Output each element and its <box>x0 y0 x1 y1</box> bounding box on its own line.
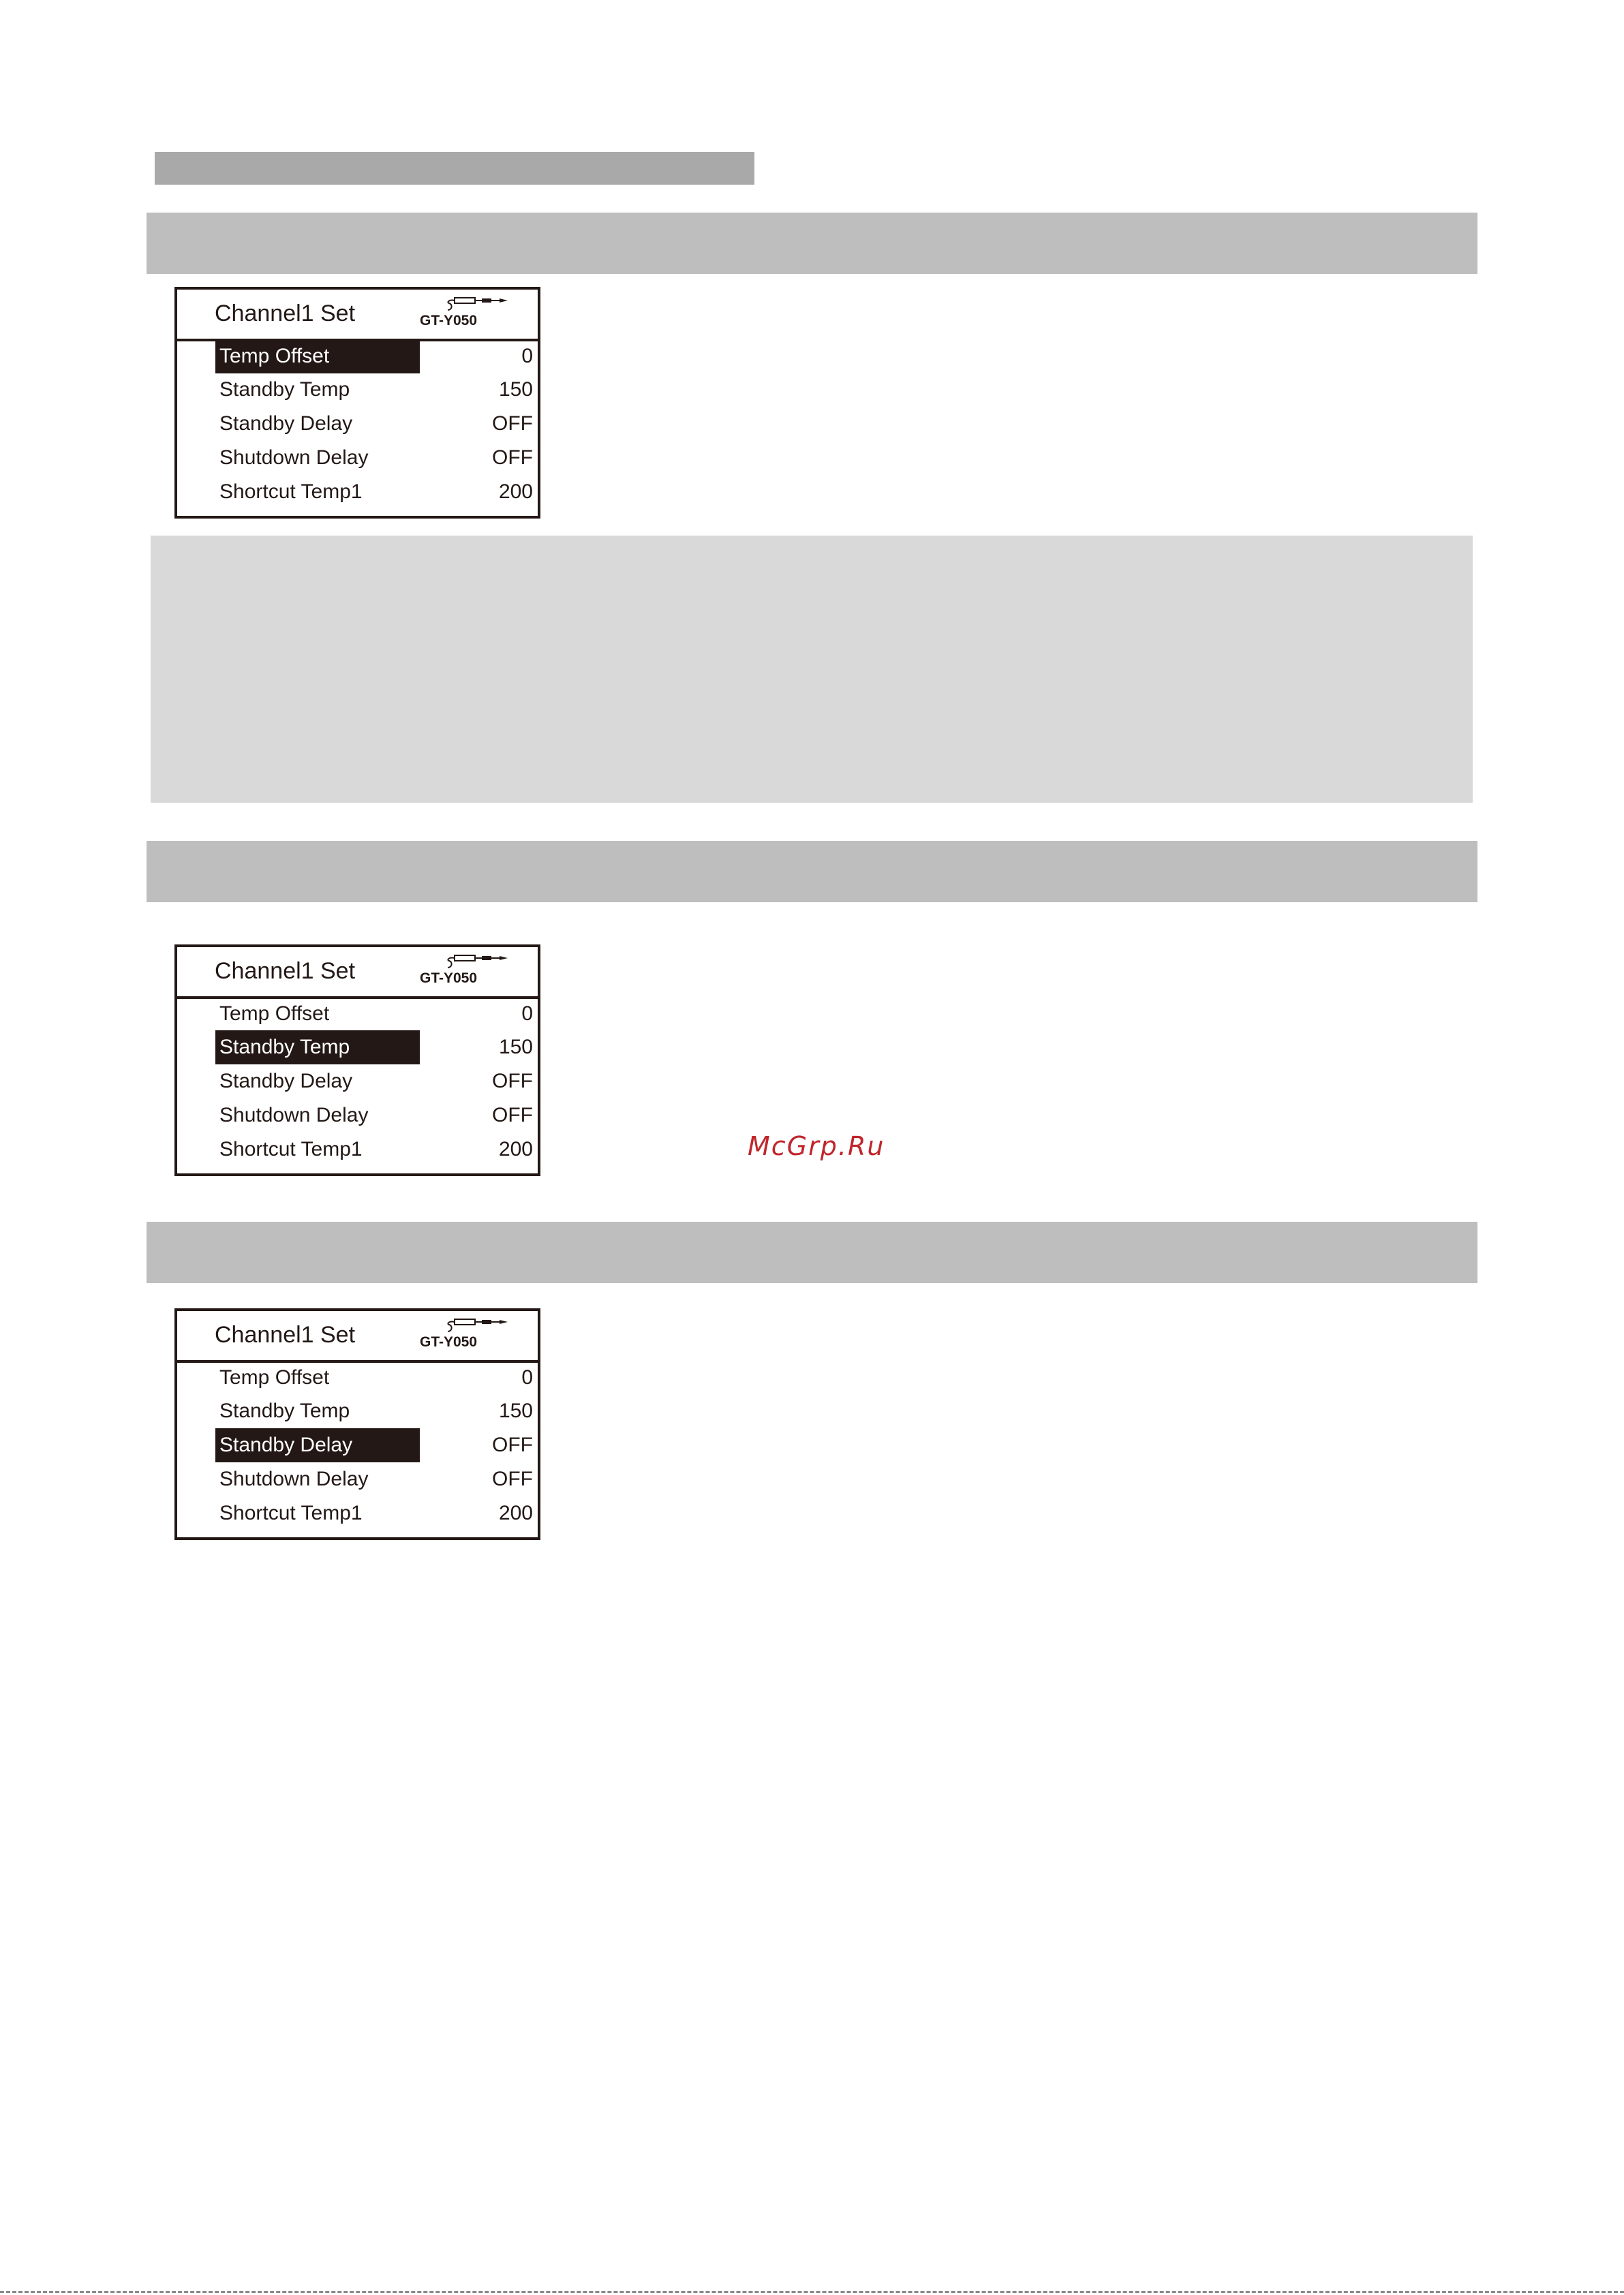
menu-row-value: OFF <box>492 1434 533 1456</box>
lcd-screen-3 <box>174 1308 540 1540</box>
menu-row-label: Standby Delay <box>219 1070 353 1092</box>
menu-row-standby-temp[interactable] <box>215 1394 533 1428</box>
screen-title: Channel1 Set <box>215 958 356 984</box>
menu-row-value: 150 <box>498 378 533 401</box>
menu-row-value: 150 <box>498 1036 533 1058</box>
menu-row-temp-offset[interactable] <box>215 339 533 373</box>
device-model-label: GT-Y050 <box>420 313 478 328</box>
menu-row-value: 150 <box>498 1400 533 1422</box>
page-header-bar <box>155 152 754 185</box>
menu-row-shortcut-temp1[interactable] <box>215 1133 533 1167</box>
menu-row-value: OFF <box>492 446 533 469</box>
soldering-iron-icon <box>446 1316 512 1334</box>
menu-row-value: OFF <box>492 1104 533 1126</box>
section-heading-band-1 <box>147 213 1477 274</box>
menu-row-value: 0 <box>521 1366 533 1389</box>
section-heading-band-3 <box>147 1222 1477 1283</box>
menu-row-value: OFF <box>492 1070 533 1092</box>
menu-row-standby-delay[interactable] <box>215 407 533 441</box>
menu-row-value: OFF <box>492 412 533 435</box>
menu-row-label: Temp Offset <box>219 1366 330 1389</box>
section-heading-band-2 <box>147 841 1477 902</box>
lcd-screen-1 <box>174 287 540 519</box>
menu-row-shortcut-temp1[interactable] <box>215 1496 533 1530</box>
menu-row-label: Standby Delay <box>215 1428 420 1462</box>
menu-row-label: Temp Offset <box>215 339 420 373</box>
screen-title: Channel1 Set <box>215 301 356 326</box>
menu-row-label: Shortcut Temp1 <box>219 1502 363 1524</box>
menu-row-value: 0 <box>521 1002 533 1025</box>
menu-row-standby-temp[interactable] <box>215 373 533 407</box>
menu-row-label: Shutdown Delay <box>219 1104 369 1126</box>
menu-row-label: Standby Temp <box>219 378 350 401</box>
watermark-text: McGrp.Ru <box>748 1131 885 1161</box>
menu-row-standby-delay[interactable] <box>215 1428 533 1462</box>
device-model-label: GT-Y050 <box>420 970 478 986</box>
menu-row-value: OFF <box>492 1468 533 1490</box>
menu-row-shutdown-delay[interactable] <box>215 1098 533 1133</box>
menu-row-value: 200 <box>498 1138 533 1160</box>
note-box <box>151 536 1473 803</box>
menu-row-value: 0 <box>521 345 533 367</box>
screen-header <box>177 290 538 341</box>
menu-row-label: Shortcut Temp1 <box>219 480 363 503</box>
menu-row-shutdown-delay[interactable] <box>215 1462 533 1496</box>
menu-row-value: 200 <box>498 1502 533 1524</box>
menu-row-label: Temp Offset <box>219 1002 330 1025</box>
menu-row-standby-delay[interactable] <box>215 1064 533 1098</box>
device-model-label: GT-Y050 <box>420 1334 478 1350</box>
menu-row-label: Standby Temp <box>215 1030 420 1064</box>
lcd-screen-2 <box>174 944 540 1176</box>
screen-header <box>177 947 538 999</box>
screen-header <box>177 1311 538 1363</box>
menu-row-temp-offset[interactable] <box>215 997 533 1031</box>
menu-row-standby-temp[interactable] <box>215 1030 533 1064</box>
soldering-iron-icon <box>446 295 512 313</box>
menu-row-label: Shutdown Delay <box>219 1468 369 1490</box>
menu-row-label: Standby Delay <box>219 412 353 435</box>
menu-row-label: Shortcut Temp1 <box>219 1138 363 1160</box>
menu-row-label: Shutdown Delay <box>219 446 369 469</box>
menu-row-shortcut-temp1[interactable] <box>215 475 533 509</box>
menu-row-label: Standby Temp <box>219 1400 350 1422</box>
menu-row-value: 200 <box>498 480 533 503</box>
screen-title: Channel1 Set <box>215 1322 356 1348</box>
page-bottom-rule <box>0 2291 1624 2293</box>
soldering-iron-icon <box>446 953 512 970</box>
menu-row-shutdown-delay[interactable] <box>215 441 533 475</box>
menu-row-temp-offset[interactable] <box>215 1361 533 1395</box>
